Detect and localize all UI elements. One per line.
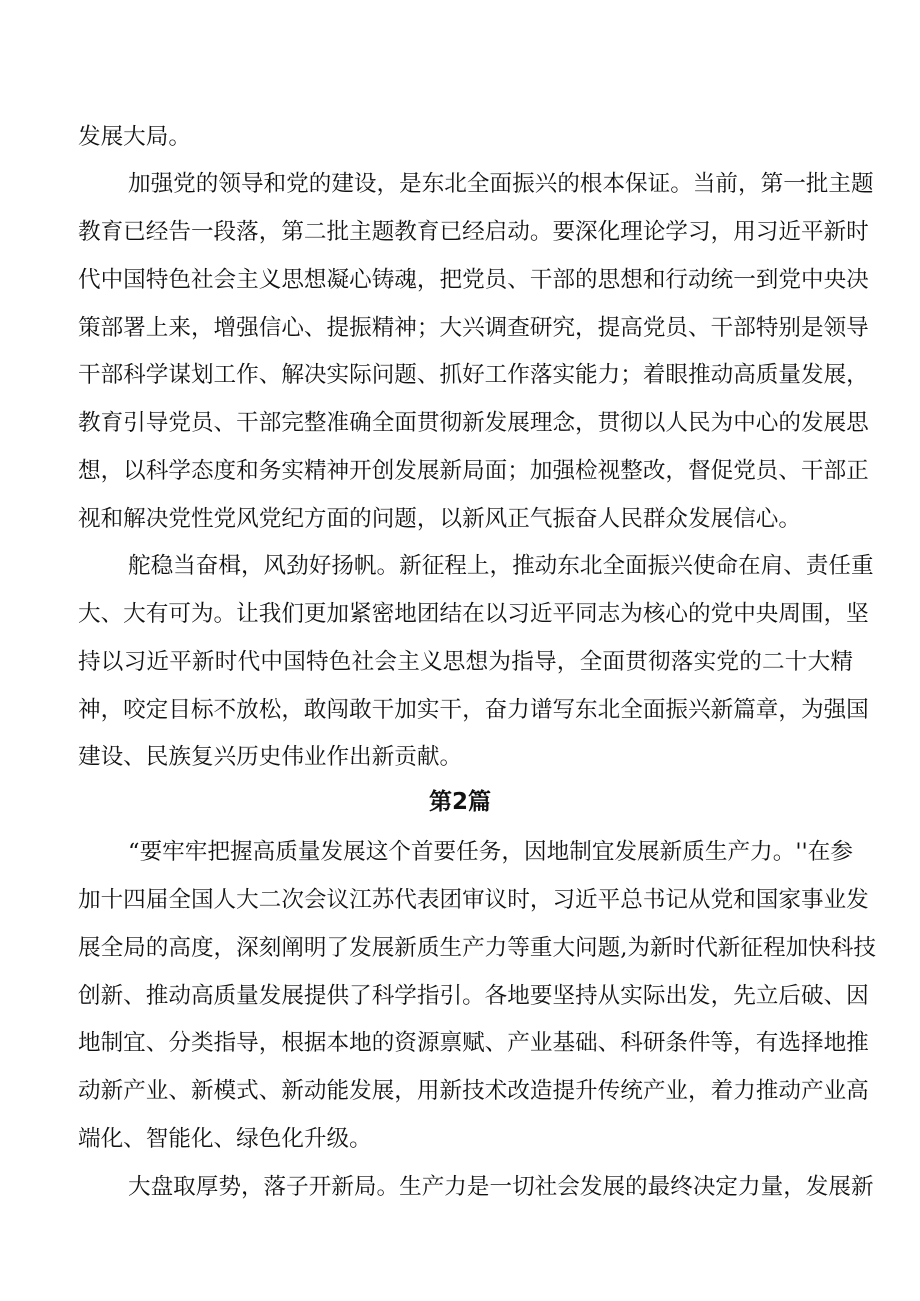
text-line: 神，咬定目标不放松，敢闯敢干加实干，奋力谱写东北全面振兴新篇章，为强国: [78, 697, 869, 723]
text-line: 大、大有可为。让我们更加紧密地团结在以习近平同志为核心的党中央周围，坚: [78, 601, 869, 627]
text-line: 加强党的领导和党的建设，是东北全面振兴的根本保证。当前，第一批主题: [128, 171, 874, 197]
text-line: 代中国特色社会主义思想凝心铸魂，把党员、干部的思想和行动统一到党中央决: [78, 267, 869, 293]
text-line: 持以习近平新时代中国特色社会主义思想为指导，全面贯彻落实党的二十大精: [78, 649, 853, 675]
text-line: 大盘取厚势，落子开新局。生产力是一切社会发展的最终决定力量，发展新: [128, 1174, 874, 1200]
text-line: 策部署上来，增强信心、提振精神；大兴调查研究，提高党员、干部特别是领导: [78, 315, 869, 341]
text-line: 教育已经告一段落，第二批主题教育已经启动。要深化理论学习，用习近平新时: [78, 219, 869, 245]
text-line: 动新产业、新模式、新动能发展，用新技术改造提升传统产业，着力推动产业高: [78, 1078, 869, 1104]
section-heading: 第2篇: [428, 789, 491, 815]
text-line: “要牢牢把握高质量发展这个首要任务，因地制宜发展新质生产力。''在参: [128, 839, 853, 865]
text-line: 教育引导党员、干部完整准确全面贯彻新发展理念，贯彻以人民为中心的发展思: [78, 410, 869, 436]
text-line: 视和解决党性党风党纪方面的问题，以新风正气振奋人民群众发展信心。: [78, 506, 801, 532]
text-line: 舵稳当奋楫，风劲好扬帆。新征程上，推动东北全面振兴使命在肩、责任重: [128, 553, 874, 579]
text-line: 端化、智能化、绿色化升级。: [78, 1126, 372, 1152]
text-line: 发展大局。: [78, 124, 191, 150]
text-line: 地制宜、分类指导，根据本地的资源禀赋、产业基础、科研条件等，有选择地推: [78, 1030, 869, 1056]
text-line: 展全局的高度，深刻阐明了发展新质生产力等重大问题,为新时代新征程加快科技: [78, 935, 876, 961]
text-line: 想，以科学态度和务实精神开创发展新局面；加强检视整改，督促党员、干部正: [78, 458, 869, 484]
text-line: 干部科学谋划工作、解决实际问题、抓好工作落实能力；着眼推动高质量发展，: [78, 362, 869, 388]
text-line: 建设、民族复兴历史伟业作出新贡献。: [78, 744, 463, 770]
text-line: 加十四届全国人大二次会议江苏代表团审议时，习近平总书记从党和国家事业发: [78, 887, 869, 913]
text-line: 创新、推动高质量发展提供了科学指引。各地要坚持从实际出发，先立后破、因: [78, 983, 869, 1009]
